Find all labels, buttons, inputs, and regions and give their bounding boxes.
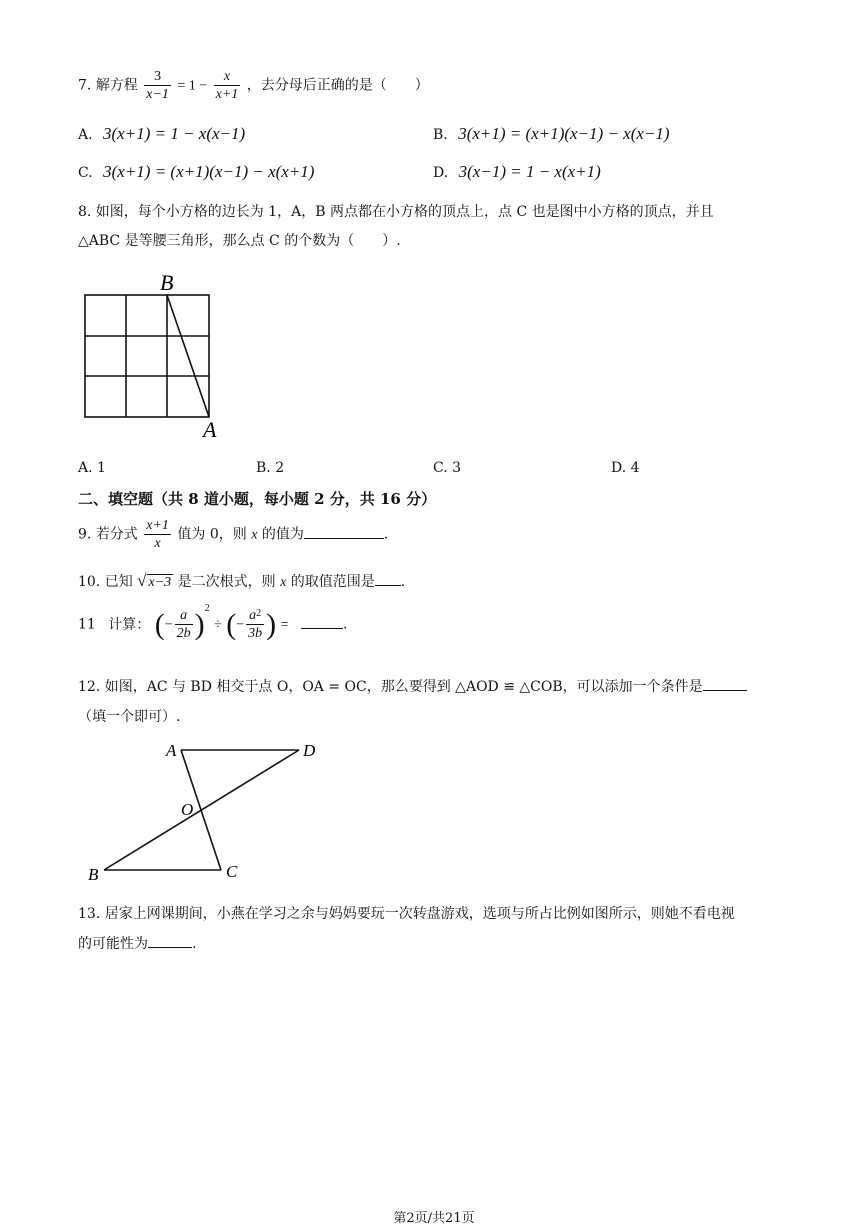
q13-stem-line-1: 13. 居家上网课期间，小燕在学习之余与妈妈要玩一次转盘游戏，选项与所占比例如图所示，则她不看电视 bbox=[78, 906, 735, 922]
q12-label-d: D bbox=[303, 741, 316, 760]
q8-option-d: D. 4 bbox=[611, 460, 640, 476]
q12-label-c: C bbox=[226, 862, 238, 881]
q8-grid-figure bbox=[80, 268, 230, 443]
q7-option-c: C. 3(x+1) = (x+1)(x−1) − x(x+1) bbox=[78, 162, 315, 181]
q12-label-o: O bbox=[181, 800, 194, 819]
q8-stem-line-1: 8. 如图，每个小方格的边长为 1，A，B 两点都在小方格的顶点上，点 C 也是图中小方格的顶点，并且 bbox=[78, 204, 714, 220]
question-10: 10. 已知 √ x−3 是二次根式，则 x 的取值范围是 . bbox=[78, 571, 406, 590]
q7-option-d: D. 3(x−1) = 1 − x(x+1) bbox=[433, 162, 601, 181]
q7-fraction-2: $\frac{x}{x+1}$ bbox=[215, 69, 239, 102]
section-2-heading: 二、填空题（共 8 道小题，每小题 2 分，共 16 分） bbox=[78, 490, 437, 508]
q7-fraction-1: $\frac{3}{x-1}$ bbox=[146, 69, 169, 102]
q12-label-a: A bbox=[166, 741, 177, 760]
q10-answer-blank bbox=[375, 571, 401, 586]
question-7-stem bbox=[78, 68, 429, 103]
q10-radicand: x−3 bbox=[148, 575, 172, 590]
q7-option-b: B. 3(x+1) = (x+1)(x−1) − x(x−1) bbox=[433, 124, 670, 143]
q8-label-a: A bbox=[203, 417, 217, 442]
q8-label-b: B bbox=[160, 270, 174, 295]
q11-fraction-1: $\frac{a}{2b}$ bbox=[176, 608, 191, 641]
q11-fraction-2: $\frac{a^2}{3b}$ bbox=[248, 608, 263, 641]
q9-answer-blank bbox=[304, 524, 384, 539]
q12-answer-blank bbox=[703, 676, 747, 691]
q8-option-a: A. 1 bbox=[78, 460, 106, 476]
q7-number: 7. bbox=[78, 77, 92, 94]
question-9: 9. 若分式 $\frac{x+1}{x}$ 值为 0，则 x 的值为 . bbox=[78, 518, 389, 551]
q12-label-b: B bbox=[88, 865, 99, 884]
q7-stem-text: 解方程 bbox=[95, 77, 138, 94]
q12-stem-line-1: 12. 如图，AC 与 BD 相交于点 O，OA = OC，那么要得到 △AOD ≌ △COB，可以添加一个条件是 bbox=[78, 676, 747, 696]
page-footer: 第2页/共21页 bbox=[393, 1211, 475, 1226]
q9-fraction: $\frac{x+1}{x}$ bbox=[146, 518, 169, 551]
q11-answer-blank bbox=[301, 614, 343, 629]
q7-option-a: A. 3(x+1) = 1 − x(x−1) bbox=[78, 124, 246, 143]
q8-option-c: C. 3 bbox=[433, 460, 462, 476]
question-11: 11 计算： (− $\frac{a}{2b}$ )$^2$ ÷ (− $\frac{a^2}{3b}$ ) = . bbox=[78, 603, 348, 641]
q13-answer-blank bbox=[148, 933, 192, 948]
q12-stem-line-2: （填一个即可）. bbox=[78, 709, 181, 725]
q8-option-b: B. 2 bbox=[256, 460, 285, 476]
q8-stem-line-2: △ABC 是等腰三角形，那么点 C 的个数为（ ）. bbox=[78, 233, 401, 249]
q13-stem-line-2: 的可能性为 . bbox=[78, 933, 196, 953]
q7-stem-end: ，去分母后正确的是（ ） bbox=[246, 77, 429, 94]
q12-triangle-figure bbox=[84, 735, 324, 885]
q7-equals: = 1 − bbox=[177, 78, 208, 94]
